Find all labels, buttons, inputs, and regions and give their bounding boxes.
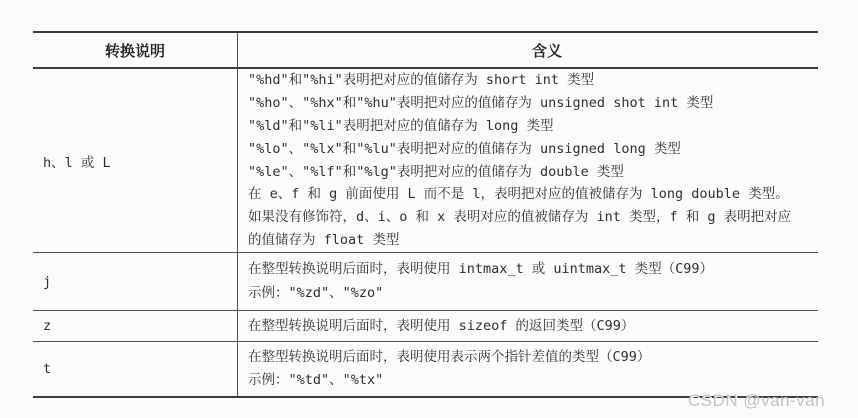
meaning-cell	[238, 311, 818, 341]
meaning-line: 在 e、f 和 g 前面使用 L 而不是 l，表明把对应的值被储存为 long double 类型。	[248, 186, 789, 203]
meaning-line: "%lo"、"%lx"和"%lu"表明把对应的值储存为 unsigned long 类型	[248, 140, 681, 157]
meaning-line: 在整型转换说明后面时，表明使用表示两个指针差值的类型（C99）	[248, 348, 651, 365]
spec-cell: j	[33, 253, 238, 310]
conversion-spec-table	[33, 31, 818, 398]
meaning-cell	[238, 69, 818, 252]
meaning-line: "%le"、"%lf"和"%lg"表明把对应的值储存为 double 类型	[248, 163, 624, 180]
meaning-cell	[238, 253, 818, 310]
meaning-line: 示例："%td"、"%tx"	[248, 372, 384, 388]
spec-cell: z	[33, 311, 238, 341]
meaning-line: 的值储存为 float 类型	[248, 231, 400, 248]
table-row	[33, 341, 818, 396]
column-header-spec: 转换说明	[33, 33, 238, 67]
spec-cell: h、l 或 L	[33, 69, 238, 252]
meaning-line: 在整型转换说明后面时，表明使用 intmax_t 或 uintmax_t 类型（C99）	[248, 261, 714, 277]
meaning-line: 如果没有修饰符，d、i、o 和 x 表明对应的值被储存为 int 类型，f 和 g 表明把对应	[248, 209, 792, 226]
table-row	[33, 67, 818, 252]
table-row	[33, 252, 818, 310]
meaning-cell	[238, 342, 818, 396]
table-row	[33, 310, 818, 341]
meaning-line: 在整型转换说明后面时，表明使用 sizeof 的返回类型（C99）	[248, 317, 635, 334]
meaning-line: "%ld"和"%li"表明把对应的值储存为 long 类型	[248, 117, 554, 134]
spec-cell: t	[33, 342, 238, 396]
csdn-watermark: CSDN @van-van	[688, 391, 826, 410]
meaning-line: 示例："%zd"、"%zo"	[248, 284, 384, 301]
column-header-meaning: 含义	[531, 42, 562, 60]
meaning-line: "%ho"、"%hx"和"%hu"表明把对应的值储存为 unsigned shot int 类型	[248, 95, 714, 112]
table-header-row	[33, 33, 818, 67]
meaning-line: "%hd"和"%hi"表明把对应的值储存为 short int 类型	[248, 72, 595, 89]
